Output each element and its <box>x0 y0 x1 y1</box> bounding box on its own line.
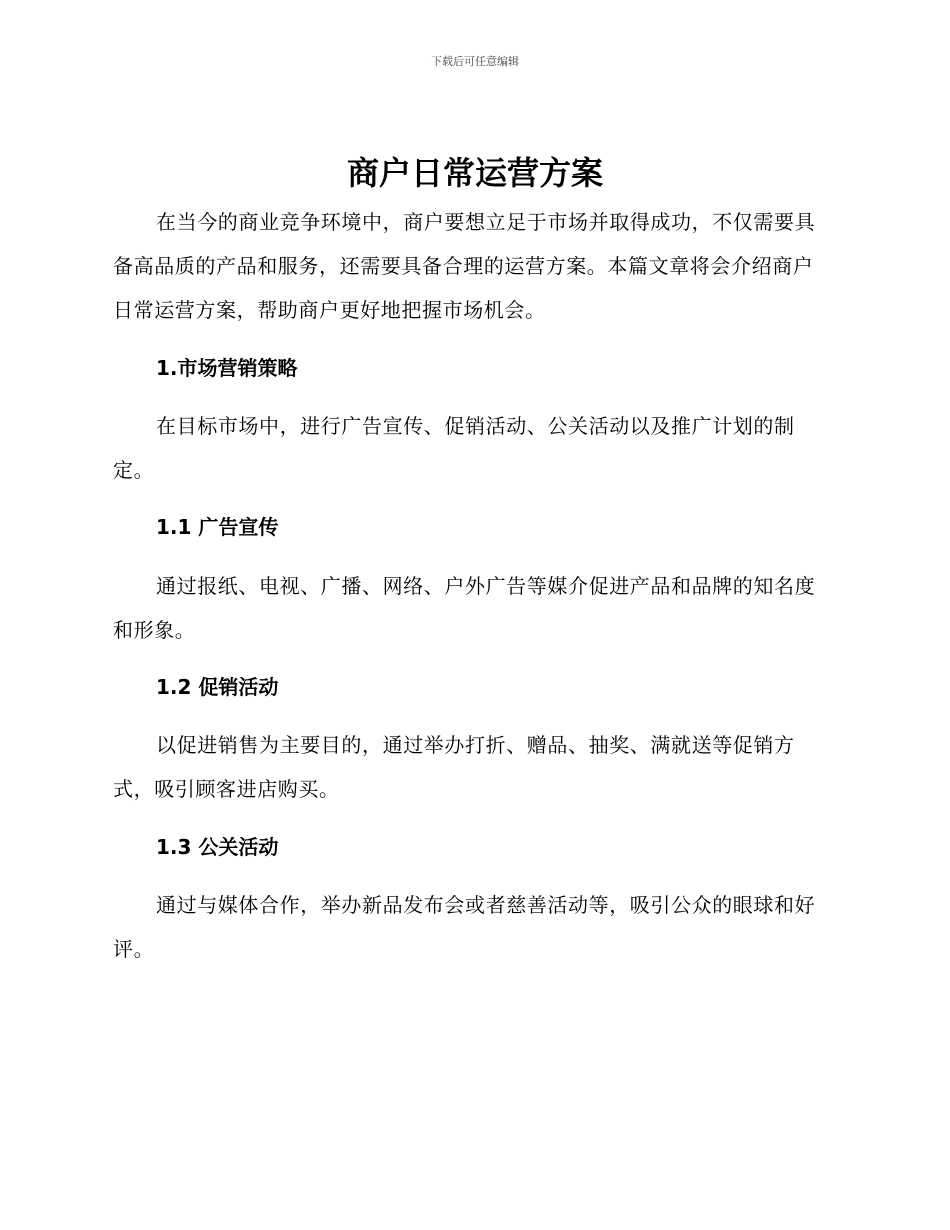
section-heading-public-relations: 1.3 公关活动 <box>156 835 279 859</box>
document-title: 商户日常运营方案 <box>346 154 603 192</box>
section-heading-advertising: 1.1 广告宣传 <box>156 515 279 539</box>
section-paragraph-advertising: 通过报纸、电视、广播、网络、户外广告等媒介促进产品和品牌的知名度和形象。 <box>113 574 816 642</box>
section-paragraph-marketing-strategy: 在目标市场中，进行广告宣传、促销活动、公关活动以及推广计划的制定。 <box>113 414 795 482</box>
section-paragraph-public-relations: 通过与媒体合作，举办新品发布会或者慈善活动等，吸引公众的眼球和好评。 <box>113 893 816 961</box>
section-heading-marketing-strategy: 1.市场营销策略 <box>156 356 298 380</box>
intro-paragraph: 在当今的商业竞争环境中，商户要想立足于市场并取得成功，不仅需要具备高品质的产品和服务，还需要具备合理的运营方案。本篇文章将会介绍商户日常运营方案，帮助商户更好地把握市场机会。 <box>113 210 816 322</box>
section-heading-promotion: 1.2 促销活动 <box>156 675 279 699</box>
header-note: 下载后可任意编辑 <box>431 55 519 68</box>
section-paragraph-promotion: 以促进销售为主要目的，通过举办打折、赠品、抽奖、满就送等促销方式，吸引顾客进店购买。 <box>113 733 795 801</box>
